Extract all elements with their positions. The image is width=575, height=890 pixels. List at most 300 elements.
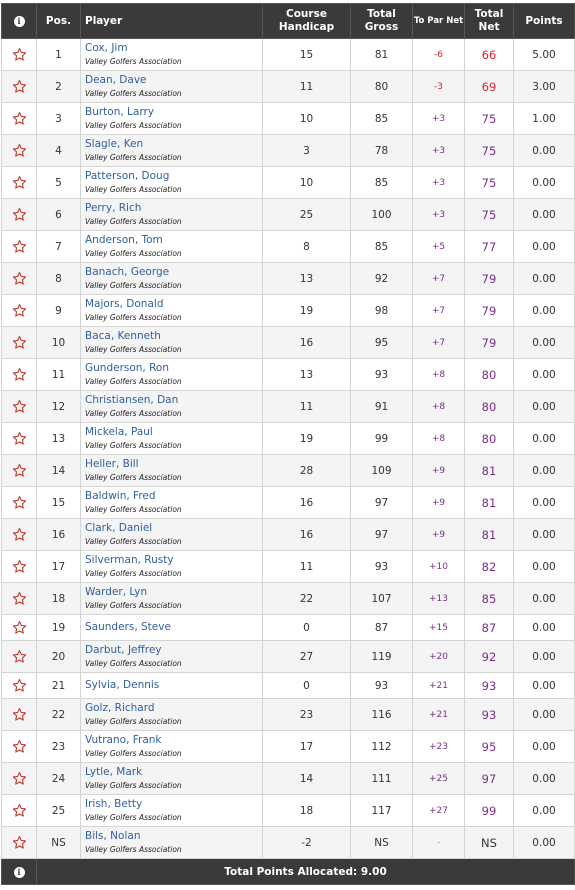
player-association: Valley Golfers Association (85, 376, 182, 386)
player-cell (81, 551, 263, 583)
total-gross-cell: 78 (351, 135, 413, 167)
course-handicap-cell: 0 (263, 615, 351, 641)
total-net-cell: 75 (465, 135, 514, 167)
points-cell: 0.00 (514, 519, 575, 551)
table-row (2, 359, 575, 391)
to-par-net-cell: +7 (413, 295, 465, 327)
position-cell: 14 (37, 455, 81, 487)
to-par-net-cell: +7 (413, 263, 465, 295)
player-name-link[interactable]: Baca, Kenneth (85, 329, 161, 342)
total-gross-cell: 111 (351, 763, 413, 795)
total-net-cell: 97 (465, 763, 514, 795)
total-gross-cell: 93 (351, 359, 413, 391)
favorite-star-icon[interactable] (2, 167, 37, 199)
course-handicap-cell: 0 (263, 673, 351, 699)
to-par-net-cell: +7 (413, 327, 465, 359)
course-handicap-cell: 19 (263, 295, 351, 327)
player-cell (81, 199, 263, 231)
favorite-star-icon[interactable] (2, 699, 37, 731)
player-name-link[interactable]: Gunderson, Ron (85, 361, 170, 374)
player-cell (81, 231, 263, 263)
to-par-net-cell: +3 (413, 135, 465, 167)
points-cell: 0.00 (514, 199, 575, 231)
total-net-cell: 80 (465, 423, 514, 455)
to-par-net-cell: +20 (413, 641, 465, 673)
points-cell: 0.00 (514, 673, 575, 699)
table-row (2, 71, 575, 103)
player-cell (81, 763, 263, 795)
favorite-star-icon[interactable] (2, 39, 37, 71)
total-gross-cell: 81 (351, 39, 413, 71)
course-handicap-cell: 10 (263, 167, 351, 199)
player-association: Valley Golfers Association (85, 658, 182, 668)
player-name-link[interactable]: Christiansen, Dan (85, 393, 179, 406)
player-cell (81, 71, 263, 103)
player-association: Valley Golfers Association (85, 440, 182, 450)
player-name-link[interactable]: Warder, Lyn (85, 585, 148, 598)
table-row (2, 519, 575, 551)
total-net-cell: 81 (465, 519, 514, 551)
course-handicap-cell: 28 (263, 455, 351, 487)
total-gross-cell: 85 (351, 231, 413, 263)
player-association: Valley Golfers Association (85, 248, 182, 258)
points-cell: 0.00 (514, 231, 575, 263)
leaderboard (1, 3, 574, 885)
favorite-star-icon[interactable] (2, 551, 37, 583)
player-cell (81, 827, 263, 859)
to-par-net-cell: +5 (413, 231, 465, 263)
favorite-star-icon[interactable] (2, 295, 37, 327)
player-association: Valley Golfers Association (85, 312, 182, 322)
player-association: Valley Golfers Association (85, 408, 182, 418)
table-row (2, 827, 575, 859)
position-cell: 20 (37, 641, 81, 673)
total-net-header: Total Net (465, 4, 514, 39)
total-points-allocated: Total Points Allocated: 9.00 (37, 859, 575, 885)
player-name-link[interactable]: Anderson, Tom (85, 233, 163, 246)
course-handicap-cell: 16 (263, 519, 351, 551)
course-handicap-cell: 22 (263, 583, 351, 615)
table-row (2, 391, 575, 423)
player-association: Valley Golfers Association (85, 748, 182, 758)
player-association: Valley Golfers Association (85, 812, 182, 822)
course-handicap-cell: -2 (263, 827, 351, 859)
total-gross-cell: 119 (351, 641, 413, 673)
course-handicap-cell: 23 (263, 699, 351, 731)
to-par-net-header: To Par Net (413, 4, 465, 39)
points-cell: 0.00 (514, 551, 575, 583)
total-net-cell: 82 (465, 551, 514, 583)
table-row (2, 327, 575, 359)
favorite-star-icon[interactable] (2, 231, 37, 263)
to-par-net-cell: -6 (413, 39, 465, 71)
info-icon[interactable]: i (14, 16, 25, 27)
course-handicap-header: Course Handicap (263, 4, 351, 39)
total-gross-cell: 93 (351, 551, 413, 583)
player-cell (81, 699, 263, 731)
to-par-net-cell: +3 (413, 199, 465, 231)
position-cell: 9 (37, 295, 81, 327)
player-association: Valley Golfers Association (85, 504, 182, 514)
to-par-net-cell: +9 (413, 519, 465, 551)
points-cell: 0.00 (514, 327, 575, 359)
player-name-link[interactable]: Banach, George (85, 265, 170, 278)
player-association: Valley Golfers Association (85, 56, 182, 66)
table-row (2, 423, 575, 455)
player-cell (81, 673, 263, 699)
table-row (2, 583, 575, 615)
player-association: Valley Golfers Association (85, 216, 182, 226)
total-gross-cell: 100 (351, 199, 413, 231)
favorite-star-icon[interactable] (2, 487, 37, 519)
position-cell: 15 (37, 487, 81, 519)
total-net-cell: 95 (465, 731, 514, 763)
position-cell: 11 (37, 359, 81, 391)
points-cell: 0.00 (514, 167, 575, 199)
player-name-link[interactable]: Bils, Nolan (85, 829, 141, 842)
to-par-net-cell: +15 (413, 615, 465, 641)
player-cell (81, 39, 263, 71)
total-net-cell: NS (465, 827, 514, 859)
table-row (2, 39, 575, 71)
favorite-star-icon[interactable] (2, 615, 37, 641)
total-net-cell: 79 (465, 327, 514, 359)
table-row (2, 699, 575, 731)
position-cell: 25 (37, 795, 81, 827)
player-association: Valley Golfers Association (85, 120, 182, 130)
to-par-net-cell: +3 (413, 167, 465, 199)
table-row (2, 673, 575, 699)
points-header: Points (514, 4, 575, 39)
player-association: Valley Golfers Association (85, 344, 182, 354)
position-cell: 8 (37, 263, 81, 295)
table-row (2, 455, 575, 487)
course-handicap-cell: 8 (263, 231, 351, 263)
points-cell: 0.00 (514, 795, 575, 827)
player-cell (81, 359, 263, 391)
points-cell: 0.00 (514, 615, 575, 641)
to-par-net-cell: +27 (413, 795, 465, 827)
position-cell: 10 (37, 327, 81, 359)
position-cell: 21 (37, 673, 81, 699)
points-cell: 0.00 (514, 699, 575, 731)
points-cell: 0.00 (514, 731, 575, 763)
course-handicap-cell: 13 (263, 359, 351, 391)
player-association: Valley Golfers Association (85, 280, 182, 290)
course-handicap-cell: 25 (263, 199, 351, 231)
player-name-link[interactable]: Irish, Betty (85, 797, 143, 810)
player-name-link[interactable]: Darbut, Jeffrey (85, 643, 162, 656)
to-par-net-cell: +21 (413, 699, 465, 731)
favorite-star-icon[interactable] (2, 359, 37, 391)
course-handicap-cell: 11 (263, 551, 351, 583)
player-name-link[interactable]: Slagle, Ken (85, 137, 144, 150)
points-cell: 3.00 (514, 71, 575, 103)
total-gross-cell: 85 (351, 103, 413, 135)
course-handicap-cell: 10 (263, 103, 351, 135)
points-cell: 0.00 (514, 263, 575, 295)
total-gross-cell: NS (351, 827, 413, 859)
player-name-link[interactable]: Silverman, Rusty (85, 553, 174, 566)
favorite-star-icon[interactable] (2, 71, 37, 103)
total-net-cell: 80 (465, 359, 514, 391)
footer-row (2, 859, 575, 885)
total-net-cell: 80 (465, 391, 514, 423)
table-row (2, 795, 575, 827)
favorite-star-icon[interactable] (2, 827, 37, 859)
player-name-link[interactable]: Burton, Larry (85, 105, 154, 118)
total-net-cell: 92 (465, 641, 514, 673)
table-row (2, 731, 575, 763)
position-cell: NS (37, 827, 81, 859)
header-row (2, 4, 575, 39)
position-cell: 2 (37, 71, 81, 103)
player-name-link[interactable]: Majors, Donald (85, 297, 164, 310)
footer-info[interactable] (2, 859, 37, 885)
favorite-star-icon[interactable] (2, 641, 37, 673)
position-cell: 23 (37, 731, 81, 763)
favorite-star-icon[interactable] (2, 327, 37, 359)
player-name-link[interactable]: Golz, Richard (85, 701, 155, 714)
player-name-link[interactable]: Saunders, Steve (85, 621, 171, 633)
total-gross-cell: 87 (351, 615, 413, 641)
to-par-net-cell: +3 (413, 103, 465, 135)
favorite-star-icon[interactable] (2, 263, 37, 295)
player-cell (81, 167, 263, 199)
player-cell (81, 423, 263, 455)
total-gross-cell: 109 (351, 455, 413, 487)
position-cell: 3 (37, 103, 81, 135)
player-association: Valley Golfers Association (85, 568, 182, 578)
total-net-cell: 87 (465, 615, 514, 641)
course-handicap-cell: 11 (263, 71, 351, 103)
table-row (2, 135, 575, 167)
points-cell: 0.00 (514, 295, 575, 327)
total-gross-cell: 97 (351, 519, 413, 551)
player-header: Player (81, 4, 263, 39)
position-cell: 12 (37, 391, 81, 423)
total-gross-cell: 107 (351, 583, 413, 615)
total-net-cell: 79 (465, 263, 514, 295)
favorite-star-icon[interactable] (2, 103, 37, 135)
player-association: Valley Golfers Association (85, 472, 182, 482)
info-icon[interactable]: i (14, 867, 25, 878)
total-gross-cell: 98 (351, 295, 413, 327)
to-par-net-cell: -3 (413, 71, 465, 103)
table-row (2, 103, 575, 135)
player-name-link[interactable]: Clark, Daniel (85, 521, 153, 534)
position-cell: 5 (37, 167, 81, 199)
course-handicap-cell: 27 (263, 641, 351, 673)
total-net-cell: 75 (465, 103, 514, 135)
points-cell: 1.00 (514, 103, 575, 135)
to-par-net-cell: +9 (413, 487, 465, 519)
total-net-cell: 85 (465, 583, 514, 615)
position-cell: 17 (37, 551, 81, 583)
table-row (2, 199, 575, 231)
leaderboard-table (1, 3, 575, 885)
position-cell: 1 (37, 39, 81, 71)
favorite-star-icon[interactable] (2, 673, 37, 699)
total-net-cell: 81 (465, 455, 514, 487)
table-row (2, 295, 575, 327)
to-par-net-cell: +23 (413, 731, 465, 763)
player-association: Valley Golfers Association (85, 152, 182, 162)
position-cell: 4 (37, 135, 81, 167)
points-cell: 0.00 (514, 487, 575, 519)
favorite-star-icon[interactable] (2, 795, 37, 827)
player-association: Valley Golfers Association (85, 600, 182, 610)
to-par-net-cell: +9 (413, 455, 465, 487)
total-gross-cell: 117 (351, 795, 413, 827)
favorite-star-icon[interactable] (2, 763, 37, 795)
player-association: Valley Golfers Association (85, 184, 182, 194)
favorite-star-icon[interactable] (2, 423, 37, 455)
favorite-star-icon[interactable] (2, 731, 37, 763)
course-handicap-cell: 17 (263, 731, 351, 763)
favorite-star-icon[interactable] (2, 199, 37, 231)
position-cell: 22 (37, 699, 81, 731)
points-cell: 0.00 (514, 423, 575, 455)
total-gross-cell: 116 (351, 699, 413, 731)
points-cell: 0.00 (514, 583, 575, 615)
to-par-net-cell: +8 (413, 423, 465, 455)
player-name-link[interactable]: Mickela, Paul (85, 425, 153, 438)
player-name-link[interactable]: Cox, Jim (85, 41, 128, 54)
player-cell (81, 263, 263, 295)
favorite-star-icon[interactable] (2, 391, 37, 423)
table-row (2, 167, 575, 199)
table-row (2, 487, 575, 519)
position-cell: 7 (37, 231, 81, 263)
player-cell (81, 295, 263, 327)
position-cell: 24 (37, 763, 81, 795)
total-gross-cell: 97 (351, 487, 413, 519)
to-par-net-cell: - (413, 827, 465, 859)
player-cell (81, 455, 263, 487)
total-gross-header: Total Gross (351, 4, 413, 39)
total-gross-cell: 91 (351, 391, 413, 423)
player-association: Valley Golfers Association (85, 88, 182, 98)
table-row (2, 615, 575, 641)
points-cell: 0.00 (514, 359, 575, 391)
total-net-cell: 75 (465, 199, 514, 231)
course-handicap-cell: 16 (263, 487, 351, 519)
total-gross-cell: 112 (351, 731, 413, 763)
total-net-cell: 69 (465, 71, 514, 103)
total-net-cell: 75 (465, 167, 514, 199)
player-name-link[interactable]: Sylvia, Dennis (85, 679, 160, 691)
course-handicap-cell: 14 (263, 763, 351, 795)
points-cell: 0.00 (514, 135, 575, 167)
course-handicap-cell: 16 (263, 327, 351, 359)
player-cell (81, 731, 263, 763)
player-name-link[interactable]: Baldwin, Fred (85, 489, 156, 502)
total-net-cell: 77 (465, 231, 514, 263)
favorite-star-icon[interactable] (2, 135, 37, 167)
course-handicap-cell: 13 (263, 263, 351, 295)
total-gross-cell: 92 (351, 263, 413, 295)
player-cell (81, 615, 263, 641)
total-net-cell: 93 (465, 699, 514, 731)
total-gross-cell: 95 (351, 327, 413, 359)
total-net-cell: 93 (465, 673, 514, 699)
info-header[interactable] (2, 4, 37, 39)
points-cell: 5.00 (514, 39, 575, 71)
course-handicap-cell: 15 (263, 39, 351, 71)
player-cell (81, 327, 263, 359)
favorite-star-icon[interactable] (2, 519, 37, 551)
player-name-link[interactable]: Dean, Dave (85, 73, 147, 86)
favorite-star-icon[interactable] (2, 583, 37, 615)
total-gross-cell: 85 (351, 167, 413, 199)
total-net-cell: 66 (465, 39, 514, 71)
points-cell: 0.00 (514, 455, 575, 487)
to-par-net-cell: +13 (413, 583, 465, 615)
position-cell: 18 (37, 583, 81, 615)
player-cell (81, 135, 263, 167)
position-cell: 13 (37, 423, 81, 455)
points-cell: 0.00 (514, 763, 575, 795)
points-cell: 0.00 (514, 391, 575, 423)
player-name-link[interactable]: Heller, Bill (85, 457, 139, 470)
to-par-net-cell: +21 (413, 673, 465, 699)
player-name-link[interactable]: Vutrano, Frank (85, 733, 162, 746)
total-gross-cell: 99 (351, 423, 413, 455)
player-association: Valley Golfers Association (85, 536, 182, 546)
course-handicap-cell: 11 (263, 391, 351, 423)
total-gross-cell: 80 (351, 71, 413, 103)
table-row (2, 763, 575, 795)
total-net-cell: 99 (465, 795, 514, 827)
to-par-net-cell: +8 (413, 391, 465, 423)
player-name-link[interactable]: Patterson, Doug (85, 169, 170, 182)
table-row (2, 263, 575, 295)
favorite-star-icon[interactable] (2, 455, 37, 487)
table-row (2, 641, 575, 673)
pos-header: Pos. (37, 4, 81, 39)
table-row (2, 551, 575, 583)
course-handicap-cell: 19 (263, 423, 351, 455)
player-cell (81, 641, 263, 673)
player-association: Valley Golfers Association (85, 844, 182, 854)
points-cell: 0.00 (514, 827, 575, 859)
leaderboard-body (2, 39, 575, 859)
course-handicap-cell: 18 (263, 795, 351, 827)
player-cell (81, 795, 263, 827)
total-net-cell: 81 (465, 487, 514, 519)
player-association: Valley Golfers Association (85, 716, 182, 726)
player-name-link[interactable]: Lytle, Mark (85, 765, 143, 778)
to-par-net-cell: +10 (413, 551, 465, 583)
position-cell: 19 (37, 615, 81, 641)
total-net-cell: 79 (465, 295, 514, 327)
points-cell: 0.00 (514, 641, 575, 673)
position-cell: 6 (37, 199, 81, 231)
player-cell (81, 103, 263, 135)
total-gross-cell: 93 (351, 673, 413, 699)
player-association: Valley Golfers Association (85, 780, 182, 790)
player-cell (81, 487, 263, 519)
table-row (2, 231, 575, 263)
player-cell (81, 391, 263, 423)
player-cell (81, 519, 263, 551)
to-par-net-cell: +25 (413, 763, 465, 795)
player-name-link[interactable]: Perry, Rich (85, 201, 142, 214)
course-handicap-cell: 3 (263, 135, 351, 167)
player-cell (81, 583, 263, 615)
position-cell: 16 (37, 519, 81, 551)
